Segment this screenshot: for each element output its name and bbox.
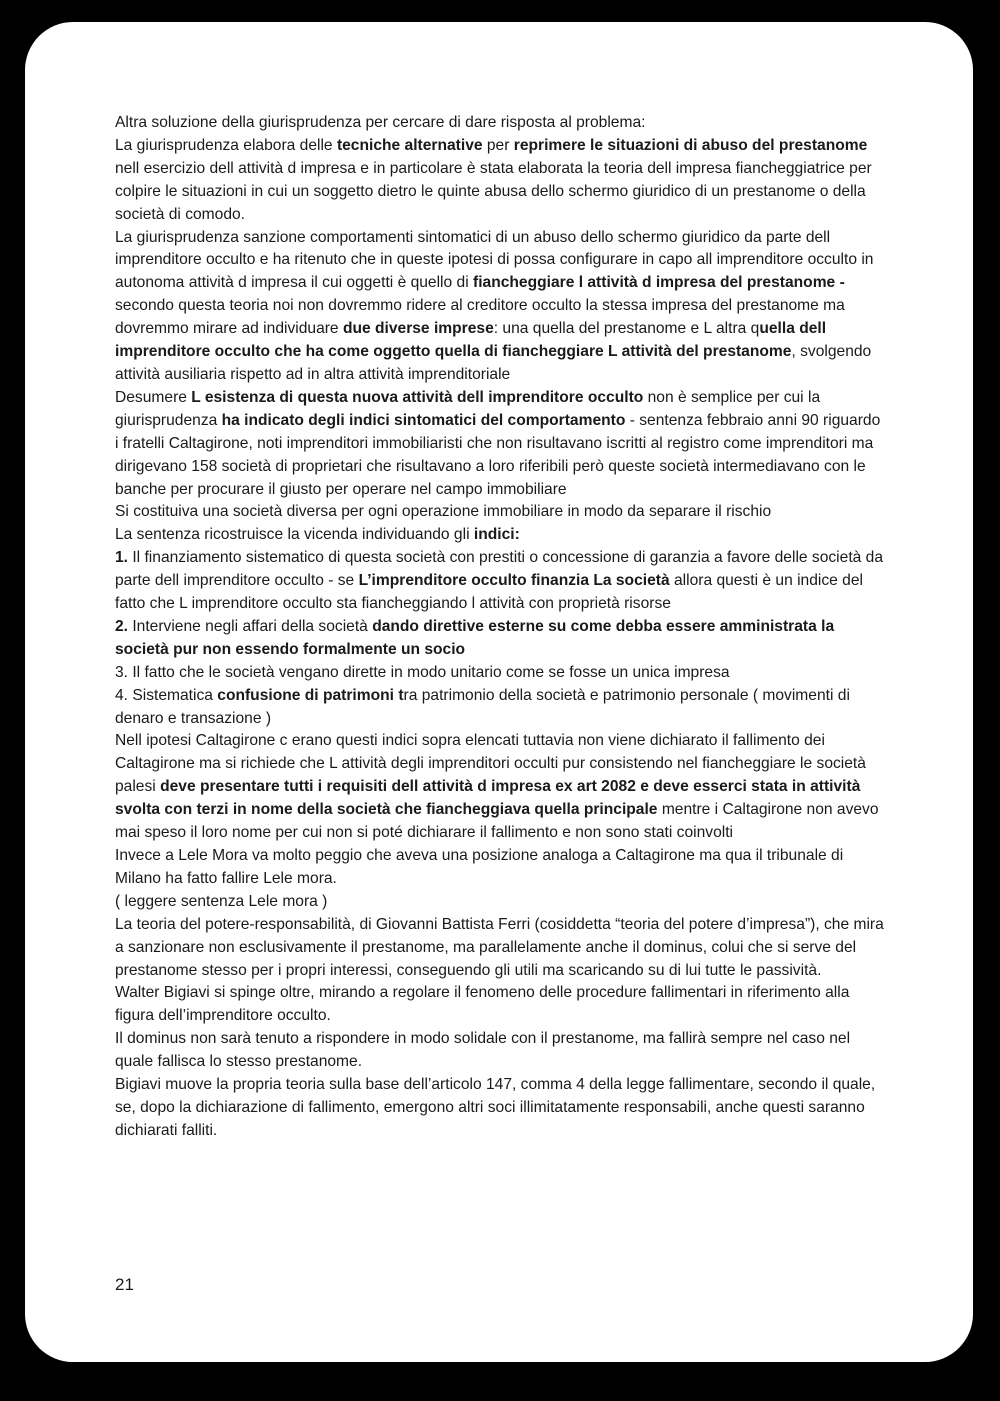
bold-text: fiancheggiare l attività d impresa del prestanome -: [473, 274, 845, 292]
bold-text: ha indicato degli indici sintomatici del comportamento: [221, 411, 626, 429]
text-run: Walter Bigiavi si spinge oltre, mirando a regolare il fenomeno delle procedure fallimentari in riferimento alla figura dell’imprenditore occulto.: [115, 984, 850, 1025]
bold-text: L’imprenditore occulto finanzia La società: [358, 572, 670, 590]
text-run: allora questi è un indice del fatto che L imprenditore occulto sta fiancheggiando l attività con proprietà risorse: [115, 572, 863, 613]
bold-text: due diverse imprese: [342, 320, 494, 338]
paragraph: [115, 387, 885, 502]
text-run: ra patrimonio della società e patrimonio personale ( movimenti di denaro e transazione ): [115, 686, 850, 727]
text-run: La sentenza ricostruisce la vicenda individuando gli: [115, 526, 474, 544]
paragraph: [115, 730, 885, 845]
text-run: non è semplice per cui la giurisprudenza: [115, 388, 821, 429]
bold-text: dando direttive esterne su come debba essere amministrata la società pur non essendo formalmente un socio: [115, 617, 835, 658]
text-run: ( leggere sentenza Lele mora ): [115, 892, 328, 910]
text-run: Nell ipotesi Caltagirone c erano questi indici sopra elencati tuttavia non viene dichiarato il fallimento dei Caltagirone ma si richiede che L attività degli imprenditori occulti pur consistendo nel fiancheggiare le società palesi: [115, 732, 866, 796]
text-run: : una quella del prestanome e L altra q: [493, 320, 760, 338]
text-run: per: [482, 136, 514, 154]
bold-text: uella dell imprenditore occulto che ha come oggetto quella di fiancheggiare L attività del prestanome: [115, 320, 827, 361]
text-run: secondo questa teoria noi non dovremmo ridere al creditore occulto la stessa impresa del prestanome ma dovremmo mirare ad individuare: [115, 297, 845, 338]
paragraph: [115, 501, 885, 524]
paragraph: [115, 845, 885, 891]
paragraph: [115, 891, 885, 914]
bold-text: L esistenza di questa nuova attività dell imprenditore occulto: [191, 388, 644, 406]
text-run: Altra soluzione della giurisprudenza per cercare di dare risposta al problema:: [115, 114, 646, 131]
text-run: - sentenza febbraio anni 90 riguardo i fratelli Caltagirone, noti imprenditori immobiliaristi che non risultavano iscritti al registro come imprenditori ma dirigevano 158 società di proprietari che risultavano a loro riferibili però queste società intermediavano con le banche per procurare il giusto per operare nel campo immobiliare: [115, 411, 881, 498]
text-run: Interviene negli affari della società: [128, 617, 373, 635]
paragraph: [115, 982, 885, 1028]
bold-text: 2.: [115, 617, 129, 635]
paragraph: [115, 112, 885, 135]
text-run: 4. Sistematica: [115, 686, 218, 704]
paragraph: [115, 616, 885, 662]
document-page: [25, 22, 973, 1362]
paragraph: [115, 1028, 885, 1074]
paragraph: [115, 914, 885, 983]
text-run: 3. Il fatto che le società vengano dirette in modo unitario come se fosse un unica impresa: [115, 663, 730, 681]
text-run: Il dominus non sarà tenuto a rispondere in modo solidale con il prestanome, ma fallirà sempre nel caso nel quale fallisca lo stesso prestanome.: [115, 1030, 851, 1071]
bold-text: deve presentare tutti i requisiti dell attività d impresa ex art 2082 e deve esserci stata in attività svolta con terzi in nome della società che fiancheggiava quella principale: [115, 778, 861, 819]
paragraph: [115, 685, 885, 731]
text-run: Invece a Lele Mora va molto peggio che aveva una posizione analoga a Caltagirone ma qua il tribunale di Milano ha fatto fallire Lele mora.: [115, 847, 844, 887]
page-number: 21: [115, 1275, 134, 1294]
text-run: , svolgendo attività ausiliaria rispetto ad in altra attività imprenditoriale: [115, 343, 872, 383]
text-run: Bigiavi muove la propria teoria sulla base dell’articolo 147, comma 4 della legge fallimentare, secondo il quale, se, dopo la dichiarazione di fallimento, emergono altri soci illimitatamente responsabili, anche questi saranno dichiarati falliti.: [115, 1076, 876, 1139]
document-body: [115, 112, 885, 1143]
paragraph: [115, 135, 885, 227]
paragraph: [115, 662, 885, 685]
bold-text: reprimere le situazioni di abuso del prestanome: [513, 136, 868, 154]
bold-text: confusione di patrimoni t: [217, 686, 404, 704]
bold-text: indici:: [473, 526, 520, 544]
text-run: Si costituiva una società diversa per ogni operazione immobiliare in modo da separare il rischio: [115, 503, 772, 521]
text-run: La giurisprudenza elabora delle: [115, 136, 337, 154]
text-run: La teoria del potere-responsabilità, di Giovanni Battista Ferri (cosiddetta “teoria del potere d’impresa”), che mira a sanzionare non esclusivamente il prestanome, ma parallelamente anche il dominus, colui che si serve del prestanome stesso per i propri interessi, conseguendo gli utili ma scaricando su di lui tutte le passività.: [115, 915, 884, 979]
paragraph: [115, 547, 885, 616]
paragraph: [115, 1074, 885, 1143]
text-run: La giurisprudenza sanzione comportamenti sintomatici di un abuso dello schermo giuridico da parte dell imprenditore occulto e ha ritenuto che in queste ipotesi di possa configurare in capo all imprenditore occulto in autonoma attività d impresa il cui oggetti è quello di: [115, 228, 874, 292]
text-run: Desumere: [115, 388, 192, 406]
bold-text: tecniche alternative: [336, 136, 483, 154]
text-run: Il finanziamento sistematico di questa società con prestiti o concessione di garanzia a favore delle società da parte dell imprenditore occulto - se: [115, 549, 884, 590]
bold-text: 1.: [115, 549, 129, 567]
text-run: nell esercizio dell attività d impresa e in particolare è stata elaborata la teoria dell impresa fiancheggiatrice per colpire le situazioni in cui un soggetto dietro le quinte abusa dello schermo giuridico di un prestanome o della società di comodo.: [115, 159, 872, 223]
text-run: mentre i Caltagirone non avevo mai speso il loro nome per cui non si poté dichiarare il fallimento e non sono stati coinvolti: [115, 801, 879, 842]
paragraph: [115, 524, 885, 547]
paragraph: [115, 227, 885, 387]
